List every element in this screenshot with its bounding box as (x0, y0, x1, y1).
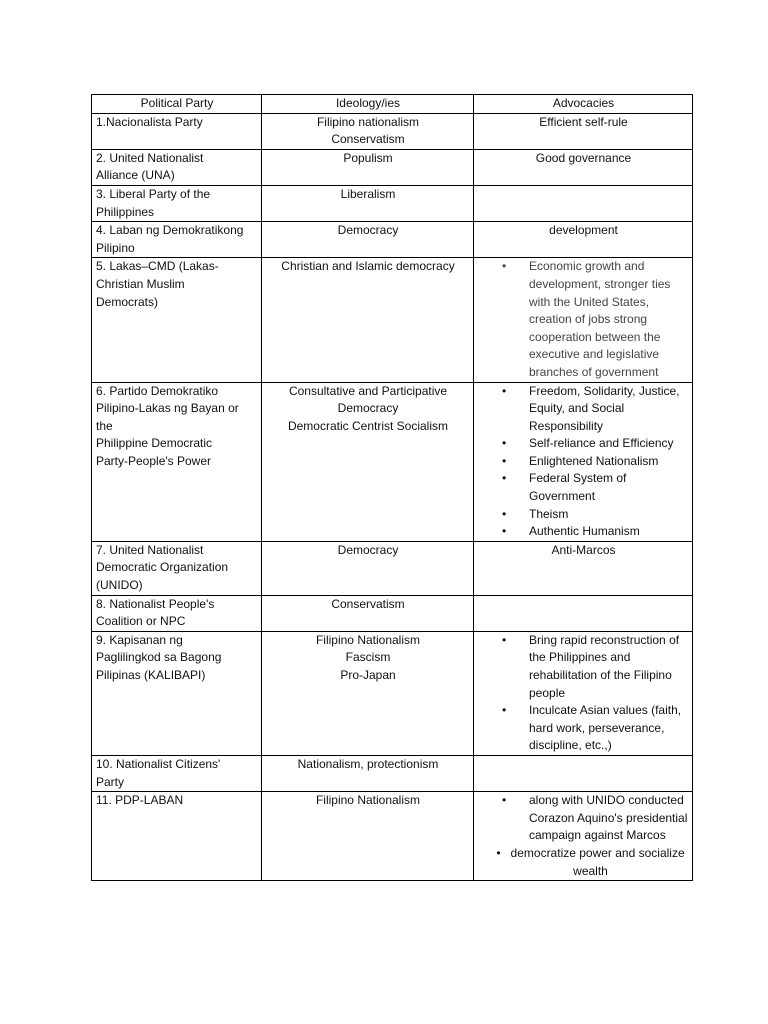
advocacy-cell (474, 113, 693, 149)
party-name-cell (92, 755, 262, 791)
ideology-cell (262, 631, 474, 755)
ideology-cell (262, 382, 474, 541)
ideology-line: Democracy (337, 542, 399, 557)
advocacy-bullet-list (478, 632, 689, 755)
table-row (92, 113, 693, 149)
ideology-cell (262, 185, 474, 221)
ideology-line: Consultative and Participative (288, 383, 448, 398)
advocacy-cell (474, 258, 693, 382)
ideology-line: Filipino Nationalism (315, 793, 421, 808)
party-name-cell (92, 382, 262, 541)
party-name-line: Party-People's Power (96, 453, 212, 468)
table-header-row (92, 95, 693, 114)
advocacy-line: Good governance (535, 150, 632, 165)
party-name-cell (92, 595, 262, 631)
ideology-cell (262, 755, 474, 791)
table-row (92, 792, 693, 881)
ideology-line: Democratic Centrist Socialism (287, 418, 449, 433)
ideology-line: Conservatism (331, 132, 405, 147)
party-name-line: 3. Liberal Party of the (96, 186, 211, 201)
table-row (92, 149, 693, 185)
advocacy-cell (474, 382, 693, 541)
advocacy-cell (474, 149, 693, 185)
party-name-cell (92, 631, 262, 755)
party-name-cell (92, 258, 262, 382)
party-name-line: Democratic Organization (96, 560, 229, 575)
ideology-line: Populism (343, 150, 393, 165)
advocacy-bullet-item: • along with UNIDO conducted Corazon Aquino's presidential campaign against Marcos (529, 792, 689, 845)
advocacy-bullet-list (478, 383, 689, 541)
advocacy-line: Anti-Marcos (551, 542, 616, 557)
party-name-line: 8. Nationalist People's (96, 596, 215, 611)
ideology-line: Nationalism, protectionism (297, 756, 439, 771)
party-name-line: Paglilingkod sa Bagong (96, 650, 222, 665)
ideology-line: Filipino Nationalism (315, 632, 421, 647)
party-name-line: Pilipino (96, 240, 135, 255)
ideology-line: Liberalism (340, 186, 396, 201)
political-parties-table (91, 94, 693, 881)
advocacy-cell (474, 222, 693, 258)
party-name-line: Christian Muslim (96, 276, 185, 291)
advocacy-bullet-item: • Bring rapid reconstruction of the Philippines and rehabilitation of the Filipino people (529, 632, 689, 702)
party-name-line: Democrats) (96, 294, 159, 309)
advocacy-line: development (549, 223, 618, 238)
party-name-line: Philippines (96, 204, 155, 219)
table-row (92, 258, 693, 382)
ideology-cell (262, 222, 474, 258)
ideology-line: Democracy (337, 223, 399, 238)
party-name-line: 7. United Nationalist (96, 542, 204, 557)
table-row (92, 595, 693, 631)
table-row (92, 222, 693, 258)
advocacy-bullet-item: • Inculcate Asian values (faith, hard work, perseverance, discipline, etc.,) (529, 702, 689, 755)
party-name-line: Alliance (UNA) (96, 168, 175, 183)
party-name-cell (92, 149, 262, 185)
table-row (92, 631, 693, 755)
ideology-line: Fascism (345, 650, 391, 665)
advocacy-bullet-item: • Self-reliance and Efficiency (529, 435, 689, 453)
party-name-line: Coalition or NPC (96, 614, 186, 629)
party-name-line: Pilipino-Lakas ng Bayan or (96, 401, 239, 416)
party-name-cell (92, 113, 262, 149)
advocacy-bullet-item: • Freedom, Solidarity, Justice, Equity, and Social Responsibility (529, 383, 689, 436)
bullet-icon: • (496, 845, 501, 860)
advocacy-bullet-item: • Enlightened Nationalism (529, 453, 689, 471)
party-name-cell (92, 185, 262, 221)
party-name-line: (UNIDO) (96, 578, 143, 593)
party-name-line: the (96, 418, 113, 433)
advocacy-centered-bullet-item (478, 845, 689, 880)
table-row (92, 755, 693, 791)
advocacy-bullet-item: • Authentic Humanism (529, 523, 689, 541)
party-name-line: 11. PDP-LABAN (96, 793, 184, 808)
advocacy-bullet-item: • Federal System of Government (529, 470, 689, 505)
party-name-line: 5. Lakas–CMD (Lakas- (96, 259, 219, 274)
ideology-line: Pro-Japan (340, 668, 396, 682)
advocacy-bullet-item: • Economic growth and development, stronger ties with the United States, creation of jobs strong cooperation between the executive and legislative branches of government (529, 258, 689, 381)
party-name-line: 2. United Nationalist (96, 150, 204, 165)
table-row (92, 185, 693, 221)
ideology-line: Democracy (337, 401, 399, 416)
party-name-line: 10. Nationalist Citizens' (96, 756, 221, 771)
advocacy-centered-bullet-list (478, 845, 689, 880)
header-political-party: Political Party (92, 95, 262, 114)
ideology-cell (262, 792, 474, 881)
header-advocacies: Advocacies (474, 95, 693, 114)
advocacy-cell (474, 755, 693, 791)
ideology-cell (262, 595, 474, 631)
ideology-cell (262, 258, 474, 382)
advocacy-cell (474, 792, 693, 881)
party-name-line: 4. Laban ng Demokratikong (96, 223, 244, 238)
party-name-line: Pilipinas (KALIBAPI) (96, 668, 206, 682)
advocacy-cell (474, 541, 693, 595)
party-name-line: Philippine Democratic (96, 436, 213, 451)
advocacy-cell (474, 185, 693, 221)
party-name-cell (92, 792, 262, 881)
table-row (92, 541, 693, 595)
table-body (92, 95, 693, 881)
advocacy-cell (474, 595, 693, 631)
ideology-line: Christian and Islamic democracy (281, 259, 455, 274)
ideology-line: Conservatism (331, 596, 405, 611)
advocacy-cell (474, 631, 693, 755)
ideology-cell (262, 113, 474, 149)
party-name-line: 1.Nacionalista Party (96, 114, 203, 129)
advocacy-line: Efficient self-rule (539, 114, 628, 129)
advocacy-bullet-item: • Theism (529, 506, 689, 524)
advocacy-bullet-list (478, 258, 689, 381)
advocacy-bullet-list (478, 792, 689, 845)
ideology-cell (262, 149, 474, 185)
bullet-text: democratize power and socialize wealth (510, 845, 685, 878)
party-name-line: 9. Kapisanan ng (96, 632, 183, 647)
ideology-line: Filipino nationalism (316, 114, 420, 129)
table-row (92, 382, 693, 541)
party-name-line: Party (96, 774, 125, 789)
party-name-line: 6. Partido Demokratiko (96, 383, 219, 398)
party-name-cell (92, 222, 262, 258)
ideology-cell (262, 541, 474, 595)
header-ideologies: Ideology/ies (262, 95, 474, 114)
party-name-cell (92, 541, 262, 595)
